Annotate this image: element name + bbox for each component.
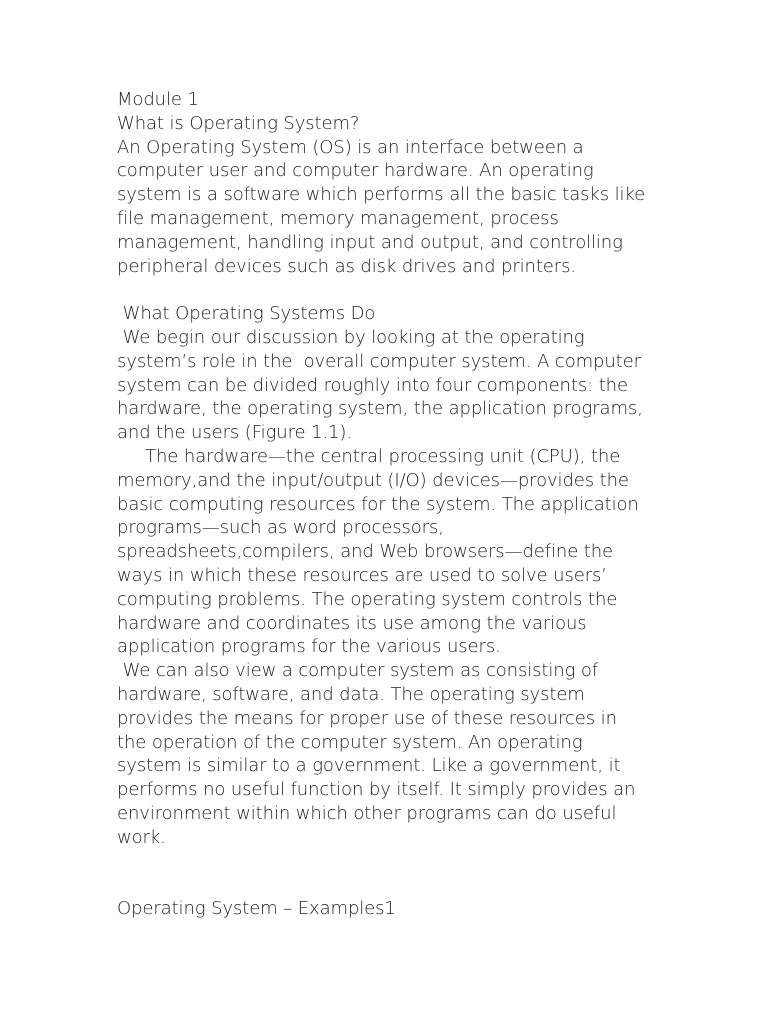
- paragraph-line: computing problems. The operating system controls the: [117, 588, 618, 610]
- spacer: [117, 850, 652, 898]
- paragraph-line: work.: [117, 826, 166, 848]
- paragraph-line: ways in which these resources are used to solve users’: [117, 564, 607, 586]
- paragraph-line: system can be divided roughly into four components: the: [117, 374, 628, 396]
- paragraph-line: computer user and computer hardware. An operating: [117, 160, 594, 182]
- paragraph-line: performs no useful function by itself. It simply provides an: [117, 779, 636, 801]
- paragraph-line: the operation of the computer system. An operating: [117, 731, 583, 753]
- paragraph-line: We can also view a computer system as consisting of: [117, 660, 599, 682]
- section2-paragraph: [117, 326, 652, 850]
- paragraph-line: system is similar to a government. Like a government, it: [117, 755, 621, 777]
- paragraph-line: spreadsheets,compilers, and Web browsers—define the: [117, 541, 614, 563]
- paragraph-line: environment within which other programs can do useful: [117, 802, 617, 824]
- document-page: [117, 88, 652, 921]
- paragraph-line: system’s role in the overall computer system. A computer: [117, 350, 641, 372]
- spacer: [117, 278, 652, 302]
- paragraph-line: hardware, the operating system, the application programs,: [117, 398, 643, 420]
- paragraph-line: The hardware—the central processing unit (CPU), the: [117, 445, 621, 467]
- section-title-what-is-os: What is Operating System?: [117, 112, 360, 134]
- paragraph-line: hardware and coordinates its use among the various: [117, 612, 587, 634]
- module-heading: Module 1: [117, 89, 199, 110]
- paragraph-line: file management, memory management, process: [117, 207, 559, 229]
- paragraph-line: peripheral devices such as disk drives and printers.: [117, 255, 576, 277]
- paragraph-line: system is a software which performs all the basic tasks like: [117, 184, 646, 206]
- paragraph-line: provides the means for proper use of these resources in: [117, 707, 617, 729]
- section-title-what-os-do: What Operating Systems Do: [117, 303, 376, 325]
- paragraph-line: We begin our discussion by looking at the operating: [117, 326, 585, 348]
- section-title-os-examples: Operating System – Examples1: [117, 898, 396, 920]
- paragraph-line: memory,and the input/output (I/O) devices—provides the: [117, 469, 629, 491]
- paragraph-line: programs—such as word processors,: [117, 517, 444, 539]
- paragraph-line: hardware, software, and data. The operating system: [117, 683, 585, 705]
- paragraph-line: and the users (Figure 1.1).: [117, 422, 352, 444]
- paragraph-line: An Operating System (OS) is an interface between a: [117, 136, 584, 158]
- paragraph-line: management, handling input and output, and controlling: [117, 231, 623, 253]
- paragraph-line: application programs for the various users.: [117, 636, 501, 658]
- section1-paragraph: [117, 136, 652, 279]
- paragraph-line: basic computing resources for the system. The application: [117, 493, 639, 515]
